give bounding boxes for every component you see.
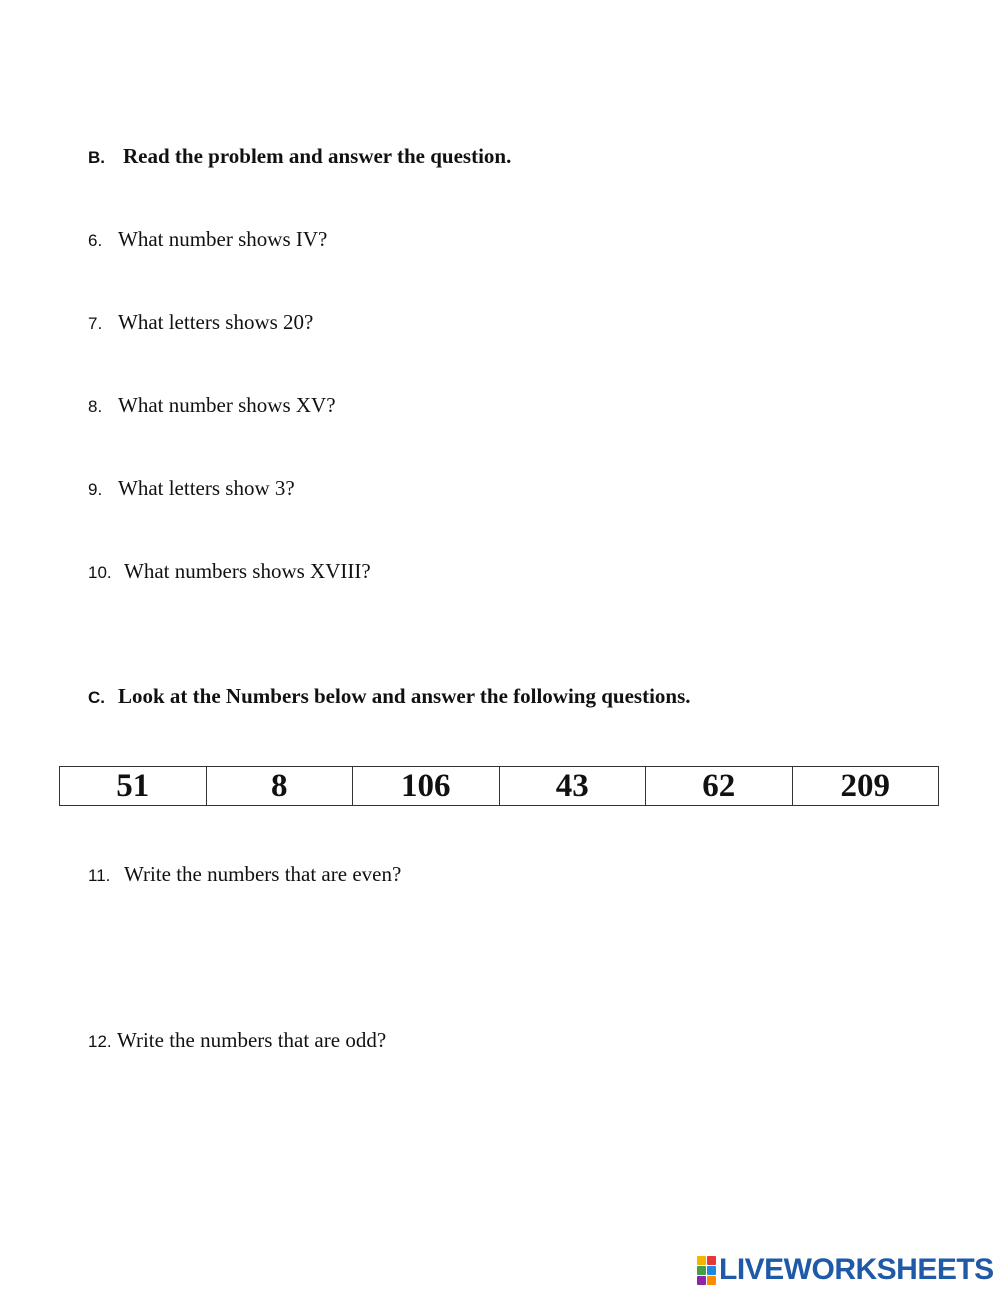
logo-block — [707, 1256, 716, 1265]
logo-block — [697, 1256, 706, 1265]
section-b-instruction: Read the problem and answer the question. — [123, 144, 512, 168]
logo-block — [697, 1276, 706, 1285]
question-text: Write the numbers that are even? — [124, 862, 402, 886]
numbers-row — [60, 767, 939, 806]
numbers-table — [59, 766, 939, 806]
question-text: Write the numbers that are odd? — [117, 1028, 387, 1052]
question-11 — [88, 862, 401, 887]
question-text: What number shows XV? — [118, 393, 336, 417]
question-number: 11. — [88, 866, 111, 885]
number-cell: 43 — [499, 767, 646, 806]
question-8 — [88, 393, 336, 418]
logo-block — [707, 1266, 716, 1275]
question-7 — [88, 310, 313, 335]
section-c-letter: C. — [88, 688, 105, 707]
question-12 — [88, 1028, 386, 1053]
liveworksheets-logo — [697, 1253, 994, 1287]
number-cell: 62 — [646, 767, 793, 806]
section-b-heading — [88, 144, 511, 169]
number-cell: 106 — [353, 767, 500, 806]
question-10 — [88, 559, 371, 584]
section-c-instruction: Look at the Numbers below and answer the following questions. — [118, 684, 691, 708]
question-text: What letters shows 20? — [118, 310, 314, 334]
liveworksheets-logo-icon — [697, 1256, 716, 1285]
question-text: What number shows IV? — [118, 227, 328, 251]
question-number: 8. — [88, 397, 103, 416]
question-number: 10. — [88, 563, 112, 582]
question-number: 9. — [88, 480, 103, 499]
question-number: 7. — [88, 314, 103, 333]
question-9 — [88, 476, 295, 501]
question-text: What numbers shows XVIII? — [124, 559, 371, 583]
number-cell: 8 — [206, 767, 353, 806]
logo-block — [697, 1266, 706, 1275]
number-cell: 209 — [792, 767, 939, 806]
question-number: 12. — [88, 1032, 112, 1051]
question-6 — [88, 227, 327, 252]
question-number: 6. — [88, 231, 103, 250]
section-c-heading — [88, 684, 691, 709]
liveworksheets-wordmark: LIVEWORKSHEETS — [719, 1253, 994, 1286]
number-cell: 51 — [60, 767, 207, 806]
question-text: What letters show 3? — [118, 476, 295, 500]
section-b-letter: B. — [88, 148, 105, 167]
logo-block — [707, 1276, 716, 1285]
